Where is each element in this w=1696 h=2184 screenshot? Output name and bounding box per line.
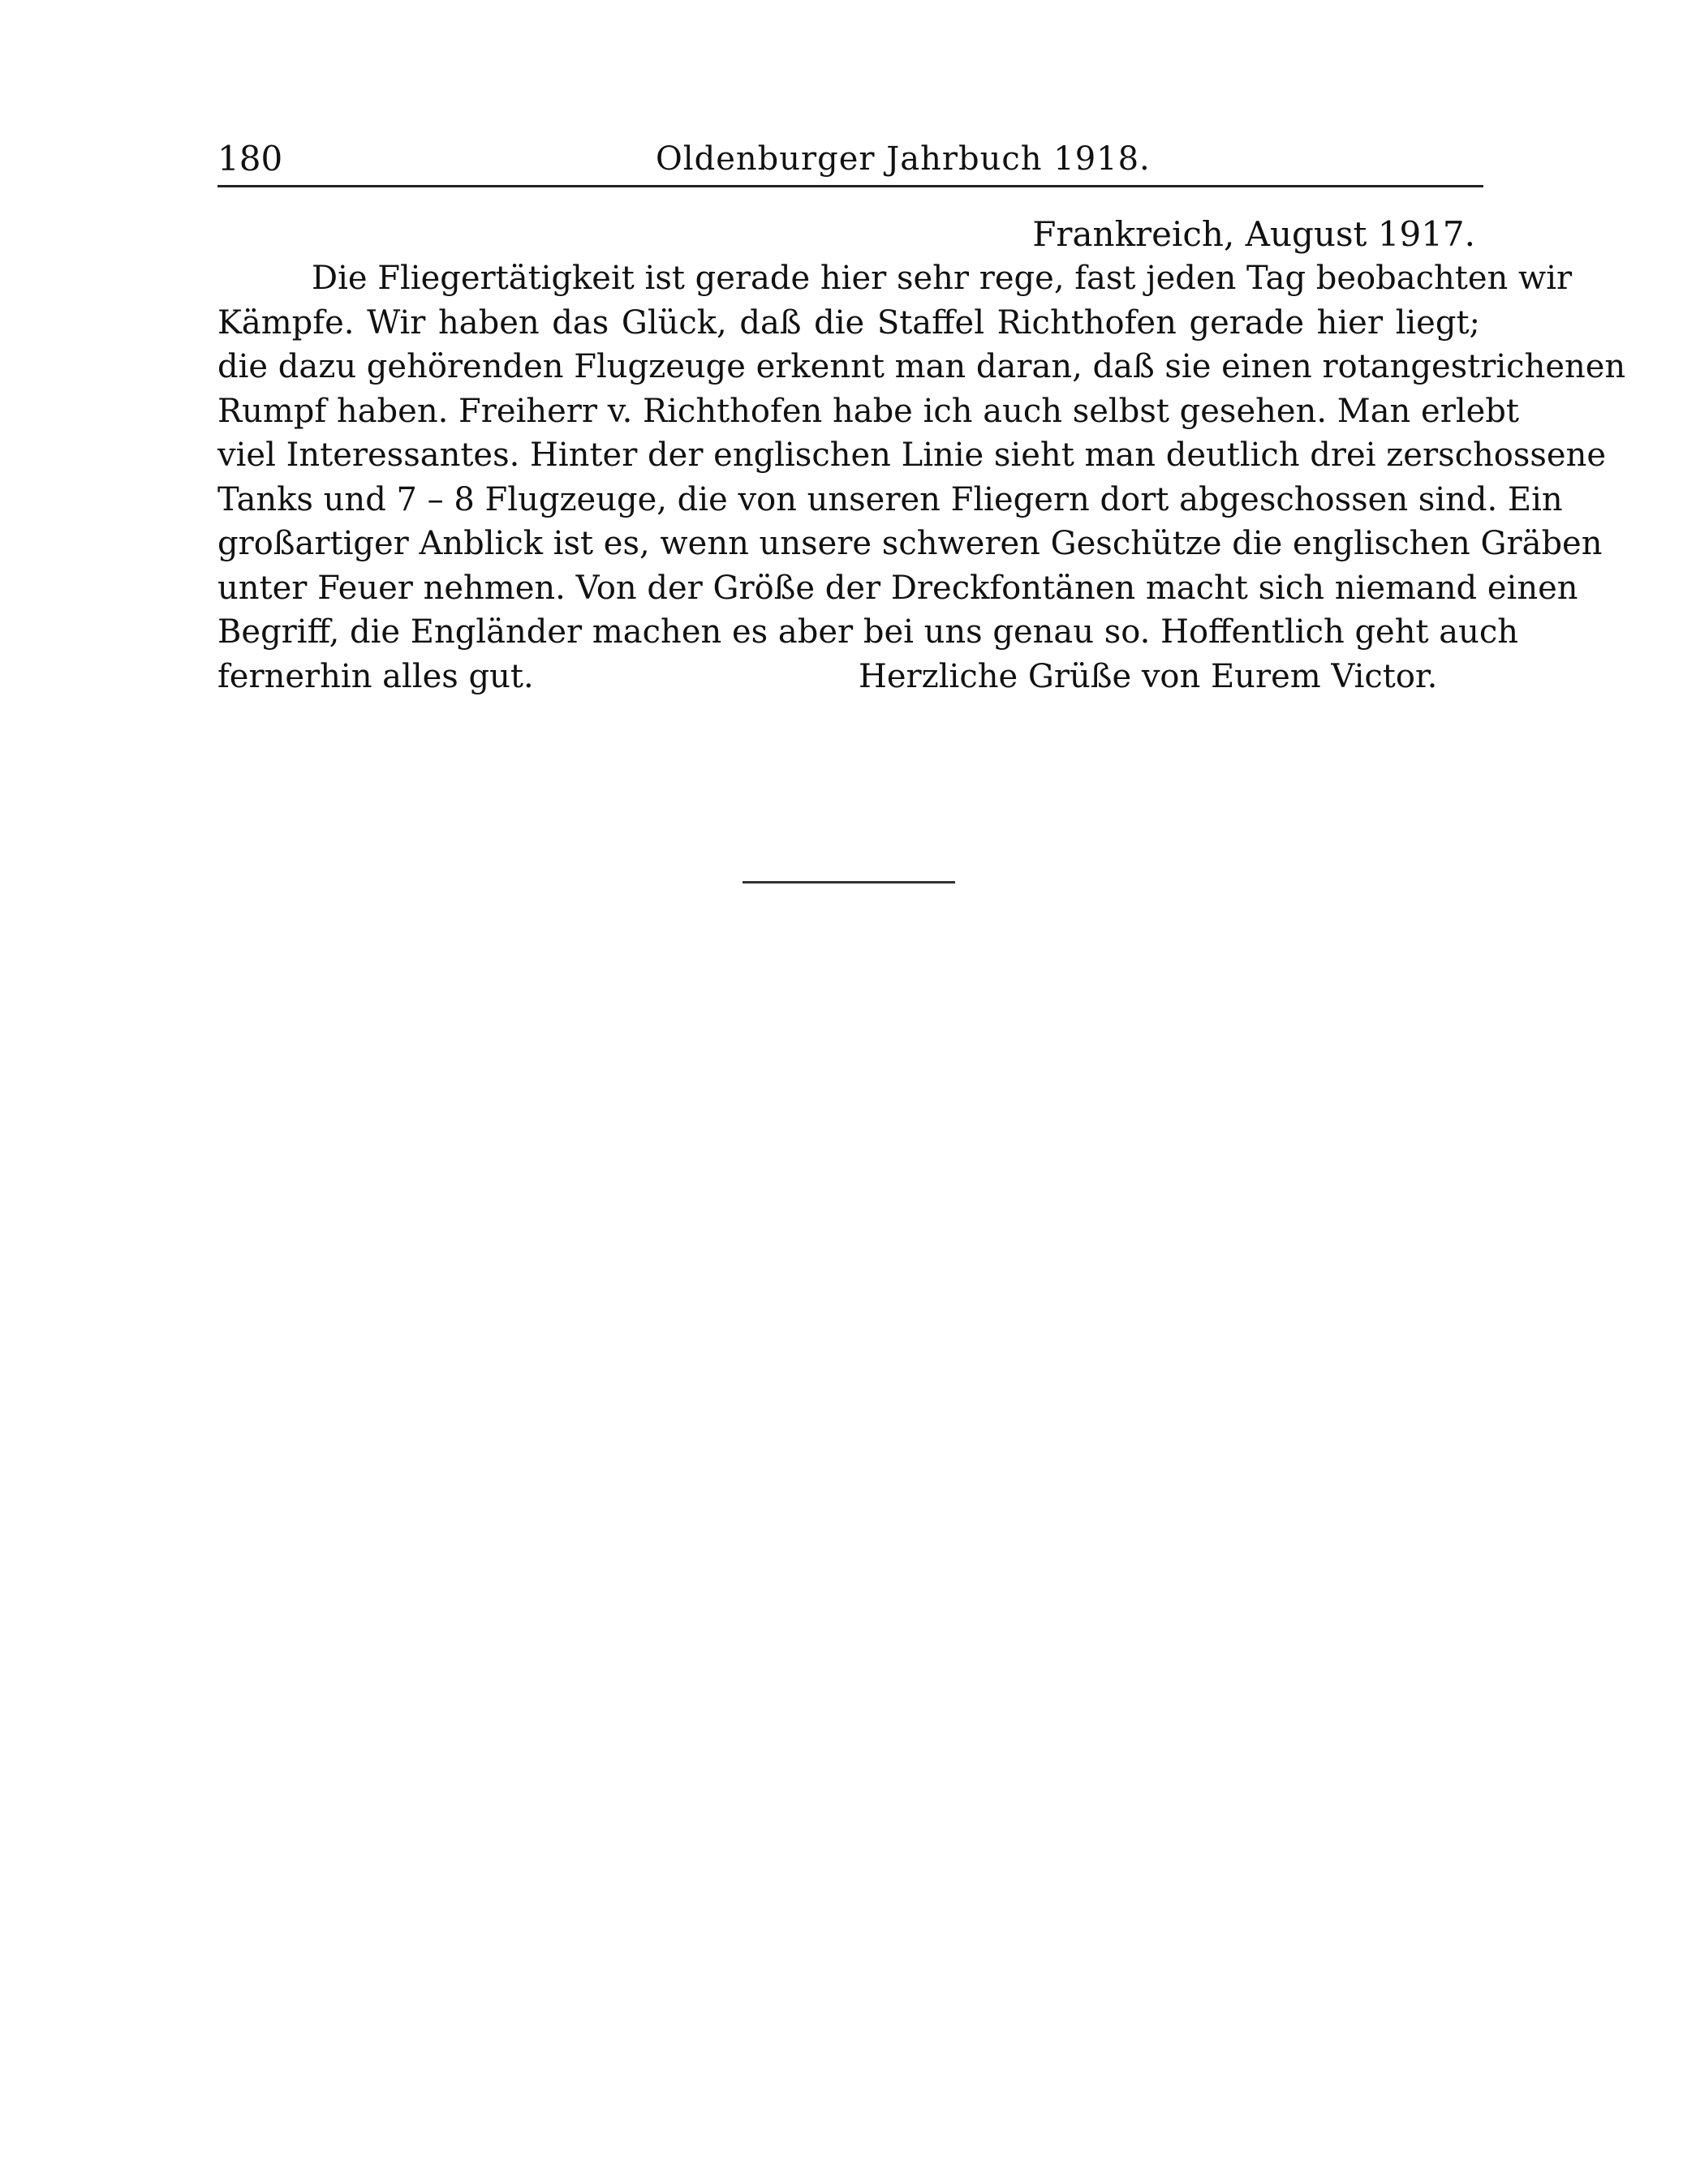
- section-end-rule: [743, 881, 955, 883]
- final-line: [217, 655, 1480, 699]
- text-line: unter Feuer nehmen. Von der Größe der Dreckfontänen macht sich niemand einen: [217, 569, 1578, 607]
- letter-dateline: Frankreich, August 1917.: [1032, 214, 1475, 254]
- page-number: 180: [217, 139, 283, 178]
- running-title: Oldenburger Jahrbuch 1918.: [656, 140, 1151, 178]
- text-line: die dazu gehörenden Flugzeuge erkennt man daran, daß sie einen rotangestrichenen: [217, 348, 1626, 385]
- text-line: viel Interessantes. Hinter der englischen Linie sieht man deutlich drei zerschossene: [217, 436, 1607, 474]
- text-line: Kämpfe. Wir haben das Glück, daß die Staffel Richthofen gerade hier liegt;: [217, 303, 1480, 342]
- text-line: Begriff, die Engländer machen es aber bei uns genau so. Hoffentlich geht auch: [217, 613, 1519, 651]
- text-line: Tanks und 7 – 8 Flugzeuge, die von unseren Fliegern dort abgeschossen sind. Ein: [217, 480, 1563, 518]
- letter-closing: Herzliche Grüße von Eurem Victor.: [859, 657, 1438, 695]
- text-line: Die Fliegertätigkeit ist gerade hier sehr rege, fast jeden Tag beobachten wir: [312, 260, 1573, 297]
- text-line: Rumpf haben. Freiherr v. Richthofen habe ich auch selbst gesehen. Man erlebt: [217, 392, 1519, 430]
- letter-body: [217, 213, 1626, 699]
- text-line: großartiger Anblick ist es, wenn unsere schweren Geschütze die englischen Gräben: [217, 525, 1603, 562]
- header-rule: [217, 185, 1483, 187]
- text-line: fernerhin alles gut.: [217, 657, 534, 695]
- page-header: [217, 135, 1483, 183]
